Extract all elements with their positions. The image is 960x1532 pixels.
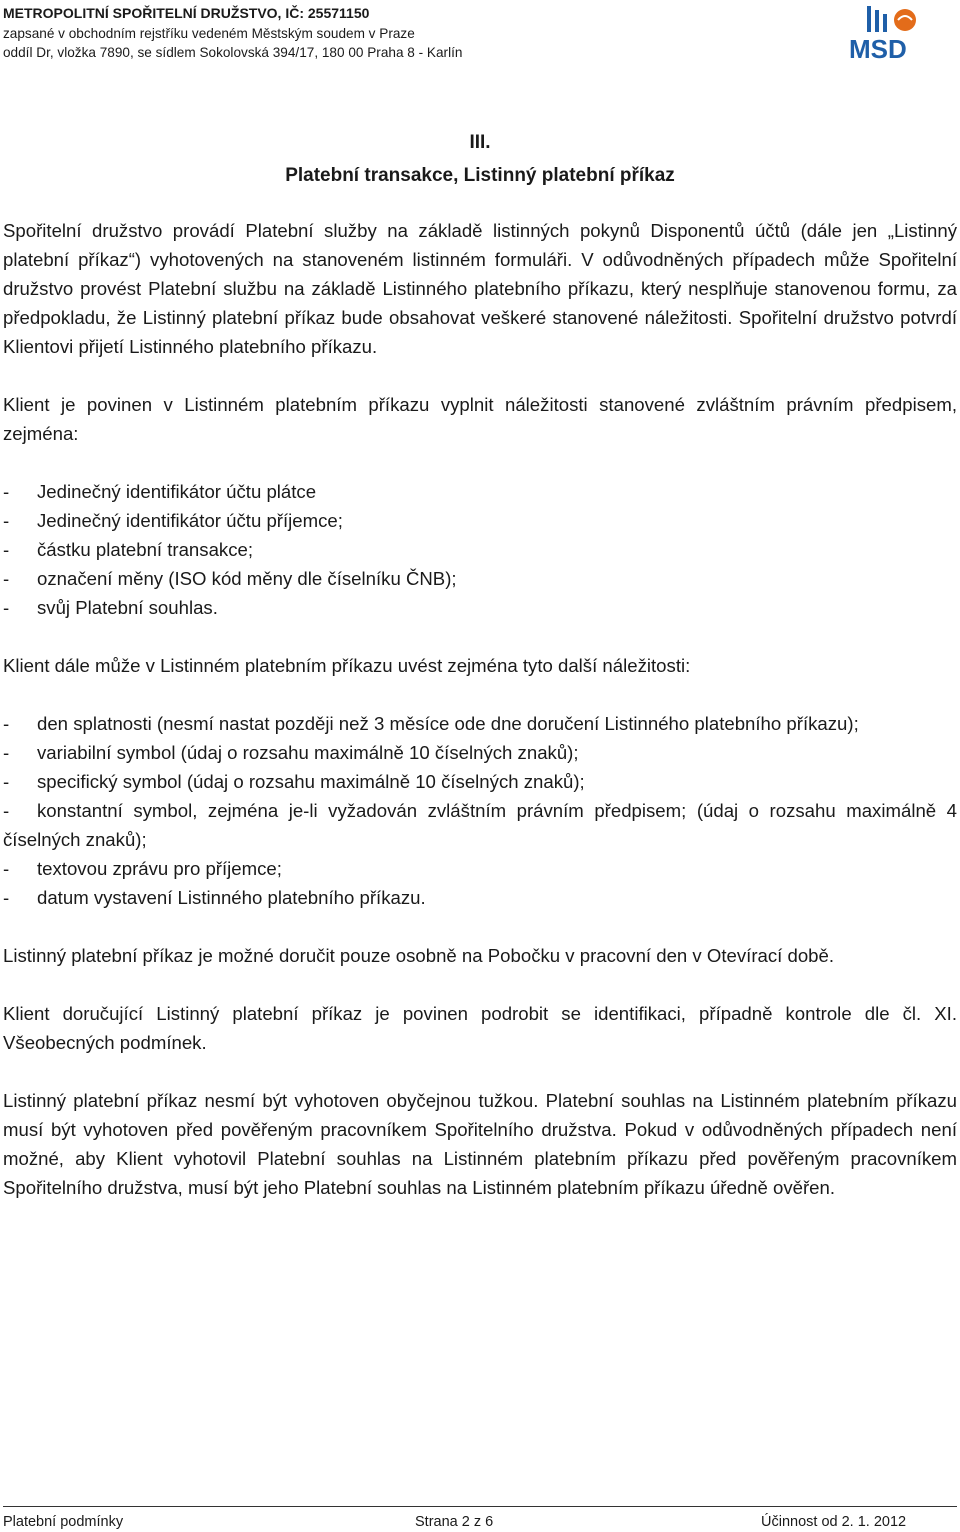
list-marker: - [3,539,10,560]
company-name: METROPOLITNÍ SPOŘITELNÍ DRUŽSTVO, IČ: 25571150 [3,5,370,21]
company-info [3,4,957,63]
list-marker: - [3,481,10,502]
footer-page-number: Strana 2 z 6 [415,1514,494,1530]
list-item: - částku platební transakce; [3,535,957,564]
list-item: - datum vystavení Listinného platebního příkazu. [3,883,957,912]
list-marker: - [3,597,10,618]
list-item: - Jedinečný identifikátor účtu plátce [3,477,957,506]
list-item: - variabilní symbol (údaj o rozsahu maximálně 10 číselných znaků); [3,738,957,767]
list-marker: - [3,568,10,589]
footer-divider [3,1506,957,1507]
list-item: - specifický symbol (údaj o rozsahu maximálně 10 číselných znaků); [3,767,957,796]
paragraph-optional-fields: Klient dále může v Listinném platebním příkazu uvést zejména tyto další náležitosti: [3,655,691,676]
paragraph-identification: Klient doručující Listinný platební příkaz je povinen podrobit se identifikaci, případně kontrole dle čl. XI. Všeobecných podmínek. [3,1003,957,1053]
footer-effective-date: Účinnost od 2. 1. 2012 [761,1514,907,1530]
paragraph-delivery: Listinný platební příkaz je možné doručit pouze osobně na Pobočku v pracovní den v Otevírací době. [3,945,835,966]
section-heading [3,126,957,192]
list-marker: - [3,800,10,821]
paragraph-required-fields: Klient je povinen v Listinném platebním příkazu vyplnit náležitosti stanovené zvláštním právním předpisem, zejména: [3,394,957,444]
section-number: III. [469,132,491,153]
list-marker: - [3,713,10,734]
list-item: - Jedinečný identifikátor účtu příjemce; [3,506,957,535]
list-item: - textovou zprávu pro příjemce; [3,854,957,883]
section-title: Platební transakce, Listinný platební příkaz [285,165,675,186]
document-body [3,126,957,1202]
paragraph-intro: Spořitelní družstvo provádí Platební služby na základě listinných pokynů Disponentů účtů (dále jen „Listinný platební příkaz“) vyhotovených na stanoveném listinném formuláři. V odůvodněných případech může Spořitelní družstvo provést Platební službu na základě Listinného platebního příkazu, který nesplňuje stanovenou formu, za předpokladu, že Listinný platební příkaz bude obsahovat veškeré stanovené náležitosti. Spořitelní družstvo potvrdí Klientovi přijetí Listinného platebního příkazu. [3,220,957,357]
company-address: oddíl Dr, vložka 7890, se sídlem Sokolovská 394/17, 180 00 Praha 8 - Karlín [3,45,463,60]
list-marker: - [3,887,10,908]
optional-fields-list [3,709,957,912]
list-marker: - [3,510,10,531]
list-item: - označení měny (ISO kód měny dle číselníku ČNB); [3,564,957,593]
logo-text: MSD [849,34,907,64]
list-marker: - [3,742,10,763]
list-marker: - [3,771,10,792]
list-item: - den splatnosti (nesmí nastat později než 3 měsíce ode dne doručení Listinného platebního příkazu); [3,709,957,738]
msd-logo [845,4,929,64]
list-marker: - [3,858,10,879]
paragraph-signature: Listinný platební příkaz nesmí být vyhotoven obyčejnou tužkou. Platební souhlas na Listinném platebním příkazu musí být vyhotoven před pověřeným pracovníkem Spořitelního družstva. Pokud v odůvodněných případech není možné, aby Klient vyhotovil Platební souhlas na Listinném platebním příkazu před pověřeným pracovníkem Spořitelního družstva, musí být jeho Platební souhlas na Listinném platebním příkazu úředně ověřen. [3,1090,957,1198]
footer-document-name: Platební podmínky [3,1514,124,1530]
required-fields-list [3,477,957,622]
list-item: - konstantní symbol, zejména je-li vyžadován zvláštním právním předpisem; (údaj o rozsahu maximálně 4 číselných znaků); [3,796,957,854]
document-header [3,4,957,64]
company-registration: zapsané v obchodním rejstříku vedeném Městským soudem v Praze [3,25,415,41]
list-item: - svůj Platební souhlas. [3,593,957,622]
document-footer [3,1506,957,1530]
